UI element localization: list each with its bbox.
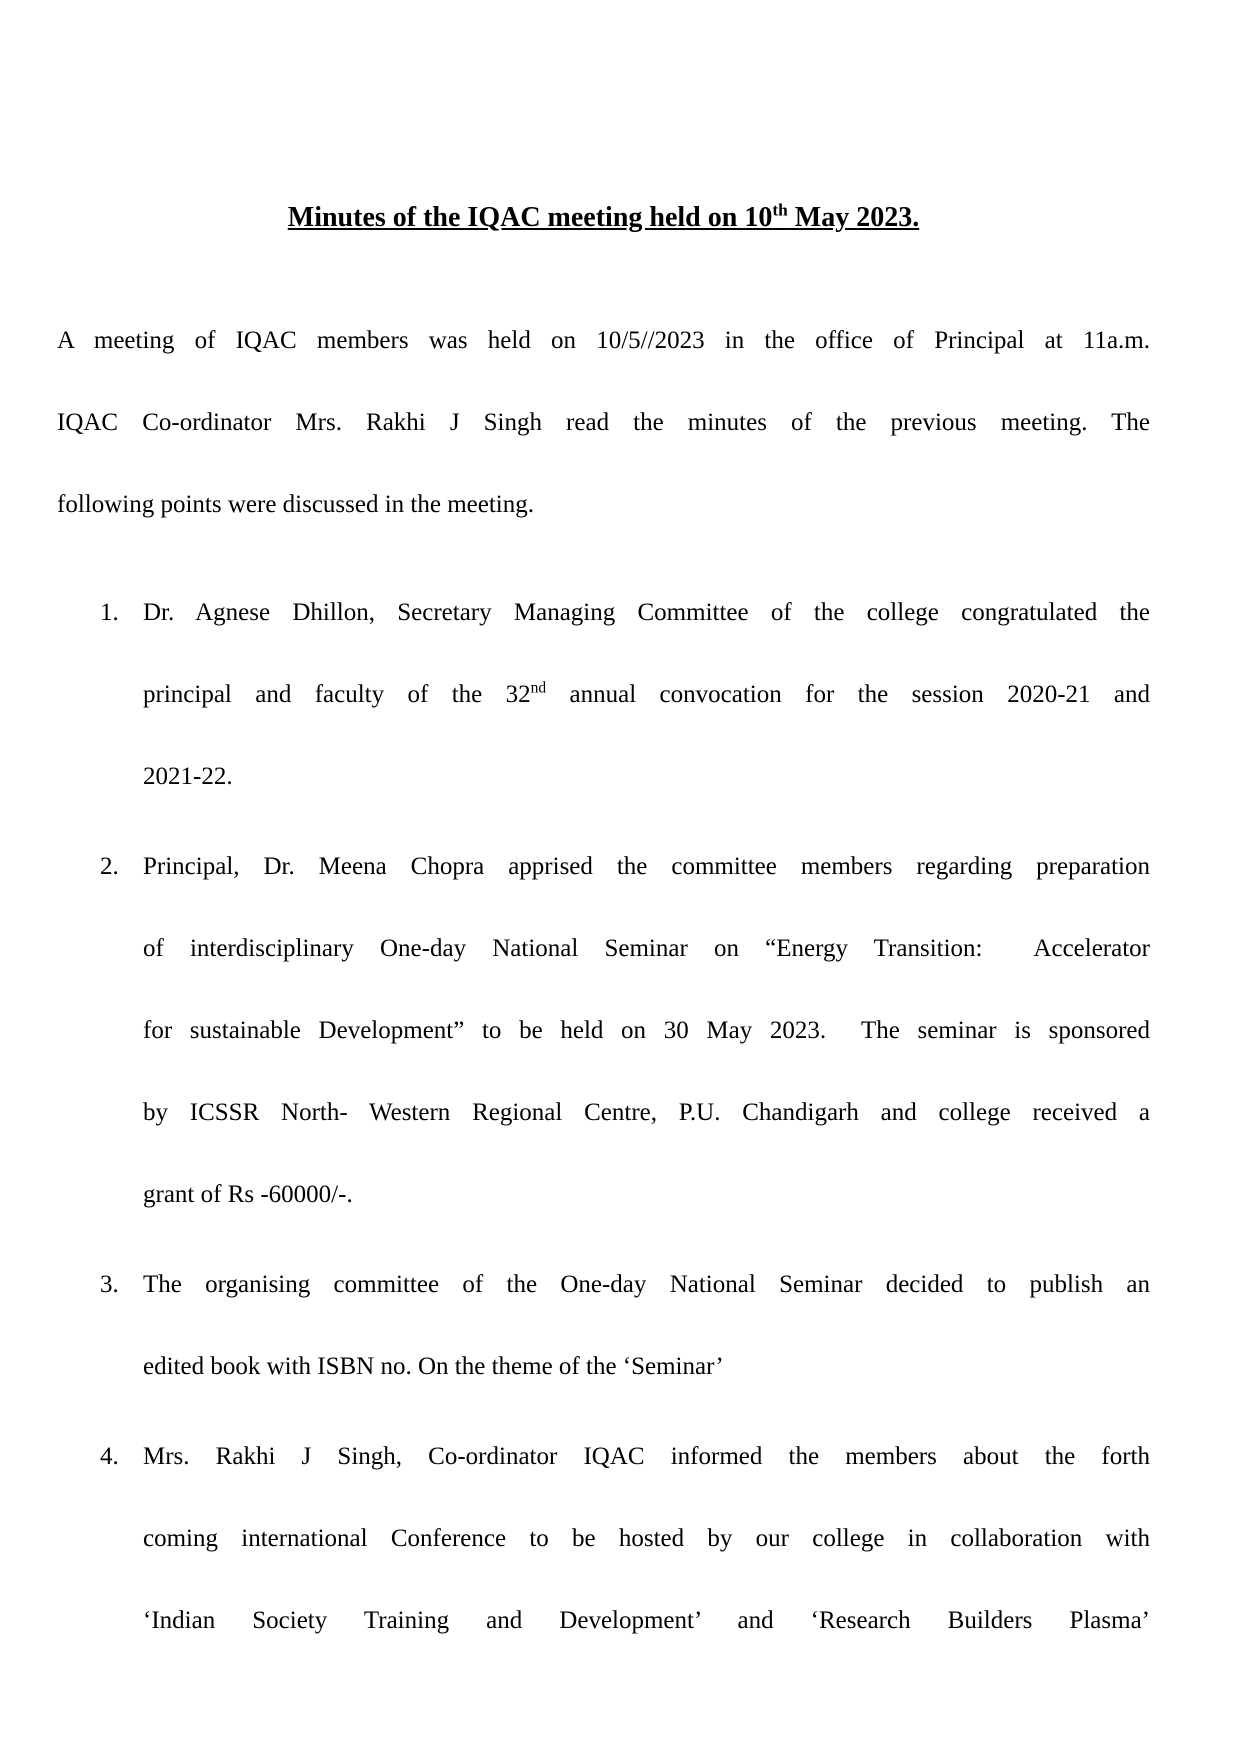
intro-paragraph — [57, 300, 1150, 546]
text-line — [143, 990, 1150, 1072]
text-segment: by ICSSR North- Western Regional Centre, P.U. Chandigarh and college received a — [143, 1099, 1150, 1126]
text-line — [143, 572, 1150, 654]
list-item-number: 4. — [100, 1443, 119, 1470]
text-segment: for sustainable Development” to be held on 30 May 2023. The seminar is sponsored — [143, 1017, 1150, 1044]
text-line — [143, 1580, 1150, 1662]
text-segment: ‘Indian Society Training and Development’ and ‘Research Builders Plasma’ — [143, 1607, 1150, 1634]
text-line — [57, 464, 1150, 546]
text-segment: May 2023. — [787, 202, 920, 233]
text-line — [143, 908, 1150, 990]
text-line — [143, 1326, 1150, 1408]
text-line — [143, 826, 1150, 908]
text-segment: Minutes of the IQAC meeting held on 10 — [287, 202, 773, 233]
superscript-text: nd — [530, 679, 547, 697]
list-item — [100, 1244, 1150, 1408]
list-item-number: 1. — [100, 599, 119, 626]
list-item — [100, 572, 1150, 818]
text-segment: annual convocation for the session 2020-21 and — [546, 681, 1150, 708]
text-line — [143, 736, 1150, 818]
text-segment: of interdisciplinary One-day National Seminar on “Energy Transition: Accelerator — [143, 935, 1150, 962]
document-title — [57, 198, 1150, 238]
superscript-text: th — [772, 200, 788, 220]
text-line — [143, 1072, 1150, 1154]
text-line — [57, 300, 1150, 382]
text-segment: 2021-22. — [143, 763, 233, 790]
text-segment: Dr. Agnese Dhillon, Secretary Managing Committee of the college congratulated the — [143, 599, 1150, 626]
text-line — [143, 1244, 1150, 1326]
list-item — [100, 826, 1150, 1236]
text-segment: The organising committee of the One-day National Seminar decided to publish an — [143, 1271, 1150, 1298]
text-segment: Mrs. Rakhi J Singh, Co-ordinator IQAC informed the members about the forth — [143, 1443, 1150, 1470]
text-segment: grant of Rs -60000/-. — [143, 1181, 353, 1208]
list-item-number: 2. — [100, 853, 119, 880]
list-item — [100, 1416, 1150, 1662]
text-segment: principal and faculty of the 32 — [143, 681, 531, 708]
text-segment: Principal, Dr. Meena Chopra apprised the committee members regarding preparation — [143, 853, 1150, 880]
text-segment: following points were discussed in the meeting. — [57, 491, 535, 518]
text-line — [143, 1154, 1150, 1236]
text-line — [57, 382, 1150, 464]
text-line — [143, 654, 1150, 736]
text-segment: A meeting of IQAC members was held on 10/5//2023 in the office of Principal at 11a.m. — [57, 327, 1150, 354]
text-line — [143, 1498, 1150, 1580]
text-segment: coming international Conference to be hosted by our college in collaboration with — [143, 1525, 1150, 1552]
minutes-list — [100, 572, 1150, 1662]
text-segment: edited book with ISBN no. On the theme of the ‘Seminar’ — [143, 1353, 724, 1380]
list-item-number: 3. — [100, 1271, 119, 1298]
text-segment: IQAC Co-ordinator Mrs. Rakhi J Singh read the minutes of the previous meeting. The — [57, 409, 1150, 436]
text-line — [143, 1416, 1150, 1498]
